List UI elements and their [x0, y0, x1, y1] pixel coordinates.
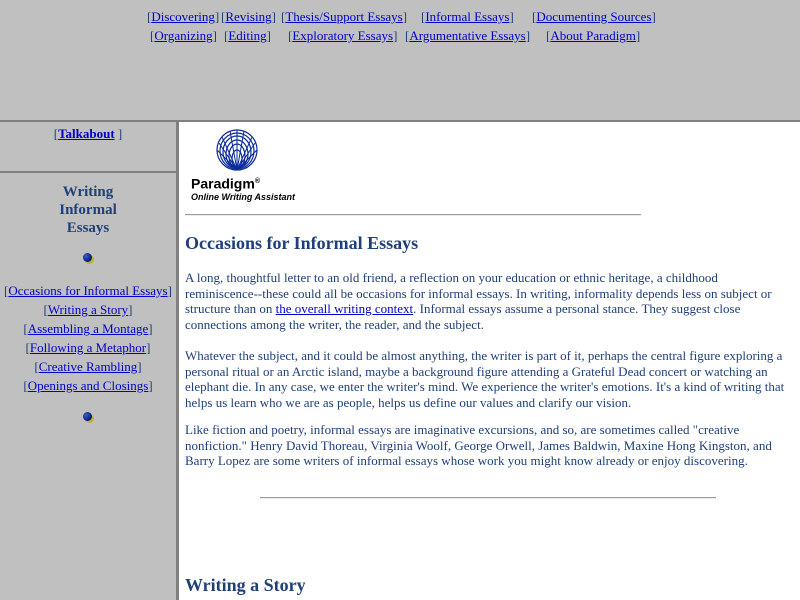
nav-row-2: [0, 27, 800, 45]
talkabout-link[interactable]: Talkabout: [58, 126, 115, 141]
section-title-line-1: Writing: [62, 184, 114, 200]
nav-item-revising: [Revising]: [221, 9, 276, 24]
nav-link-discovering[interactable]: Discovering: [151, 9, 215, 24]
logo-wordmark: [191, 174, 260, 192]
nav-link-informal-essays[interactable]: Informal Essays: [425, 9, 510, 24]
heading-occasions-for-informal-essays: Occasions for Informal Essays: [185, 233, 419, 253]
left-sidebar-frame: [0, 122, 179, 600]
nav-item-discovering: [Discovering]: [147, 9, 220, 24]
paragraph-1-text-end: . Informal essays assume a personal stance. They suggest close connections among the writer, the reader, and the subject.: [185, 301, 741, 332]
top-navigation-frame: [0, 0, 800, 122]
nav-link-thesis-support-essays[interactable]: Thesis/Support Essays: [285, 9, 403, 24]
nav-row-1: [0, 8, 800, 26]
nav-link-revising[interactable]: Revising: [225, 9, 272, 24]
section-link-openings-and-closings-anchor[interactable]: Openings and Closings: [27, 378, 149, 393]
section-link-following-a-metaphor-anchor[interactable]: Following a Metaphor: [29, 340, 147, 355]
paragraph-3: Like fiction and poetry, informal essays are imaginative excursions, and so, are sometimes called "creative nonfiction." Henry David Thoreau, Virginia Woolf, George Orwell, James Baldwin, Maxine Hong Kingston, and Barry Lopez are some writers of informal essays whose work you might know already or enjoy discovering.: [185, 422, 772, 468]
section-link-assembling-a-montage: [Assembling a Montage]: [23, 321, 153, 336]
nav-item-argumentative-essays: [Argumentative Essays]: [405, 28, 531, 43]
paragraph-2: Whatever the subject, and it could be almost anything, the writer is part of it, perhaps the central figure exploring a personal ritual or an Arctic island, maybe a background figure attending a Grateful Dead concert or watching an elephant die. In any case, we enter the writer's mind. We experience the writer's emotions. It's a kind of writing that helps us learn who we are as people, helps us define our values and clarify our vision.: [185, 348, 785, 410]
section-link-occasions: [Occasions for Informal Essays]: [4, 283, 172, 298]
nav-link-organizing[interactable]: Organizing: [154, 28, 213, 43]
section-link-following-a-metaphor: [Following a Metaphor]: [25, 340, 151, 355]
blue-ball-bullet-icon: [83, 253, 92, 262]
paragraph-1-text-start: A long, thoughtful letter to an old friend, a reflection on your education or ethnic heritage, a childhood reminiscence--these could all be occasions for informal essays. In writing, informality depends less on subject or structure than on: [185, 270, 772, 316]
section-title-line-2: Informal: [59, 202, 117, 218]
nav-item-editing: [Editing]: [224, 28, 271, 43]
nav-item-informal-essays: [Informal Essays]: [421, 9, 514, 24]
heading-writing-a-story: Writing a Story: [185, 575, 306, 595]
logo-name: Paradigm: [191, 175, 255, 192]
nav-link-documenting-sources[interactable]: Documenting Sources: [536, 9, 652, 24]
section-link-occasions-anchor[interactable]: Occasions for Informal Essays: [8, 283, 168, 298]
overall-writing-context-link[interactable]: the overall writing context: [275, 301, 414, 316]
section-link-writing-a-story: [Writing a Story]: [43, 302, 133, 317]
nav-link-editing[interactable]: Editing: [228, 28, 267, 43]
section-link-creative-rambling: [Creative Rambling]: [34, 359, 142, 374]
logo-registered-mark: ®: [254, 178, 260, 185]
section-nav-frame: [0, 175, 176, 600]
main-content-frame: [179, 122, 800, 600]
section-link-writing-a-story-anchor[interactable]: Writing a Story: [47, 302, 129, 317]
nav-item-about-paradigm: [About Paradigm]: [546, 28, 641, 43]
horizontal-divider: [185, 214, 641, 216]
paradigm-logo[interactable]: [185, 128, 305, 200]
nav-link-about-paradigm[interactable]: About Paradigm: [550, 28, 636, 43]
nav-item-documenting-sources: [Documenting Sources]: [532, 9, 656, 24]
horizontal-divider: [260, 497, 716, 499]
nav-item-organizing: [Organizing]: [150, 28, 217, 43]
nav-item-thesis-support-essays: [Thesis/Support Essays]: [281, 9, 408, 24]
section-link-creative-rambling-anchor[interactable]: Creative Rambling: [38, 359, 138, 374]
talkabout-frame: [Talkabout ]: [0, 122, 176, 173]
paragraph-1: [185, 270, 791, 332]
section-title: [0, 183, 176, 237]
section-title-line-3: Essays: [66, 220, 110, 236]
nav-link-argumentative-essays[interactable]: Argumentative Essays: [409, 28, 526, 43]
nav-link-exploratory-essays[interactable]: Exploratory Essays: [292, 28, 394, 43]
section-link-openings-and-closings: [Openings and Closings]: [23, 378, 153, 393]
paradigm-sunburst-icon: [212, 128, 262, 178]
blue-ball-bullet-icon: [83, 412, 92, 421]
logo-subtitle: Online Writing Assistant: [191, 192, 296, 202]
section-links: [0, 282, 176, 396]
nav-item-exploratory-essays: [Exploratory Essays]: [288, 28, 398, 43]
section-link-assembling-a-montage-anchor[interactable]: Assembling a Montage: [27, 321, 149, 336]
